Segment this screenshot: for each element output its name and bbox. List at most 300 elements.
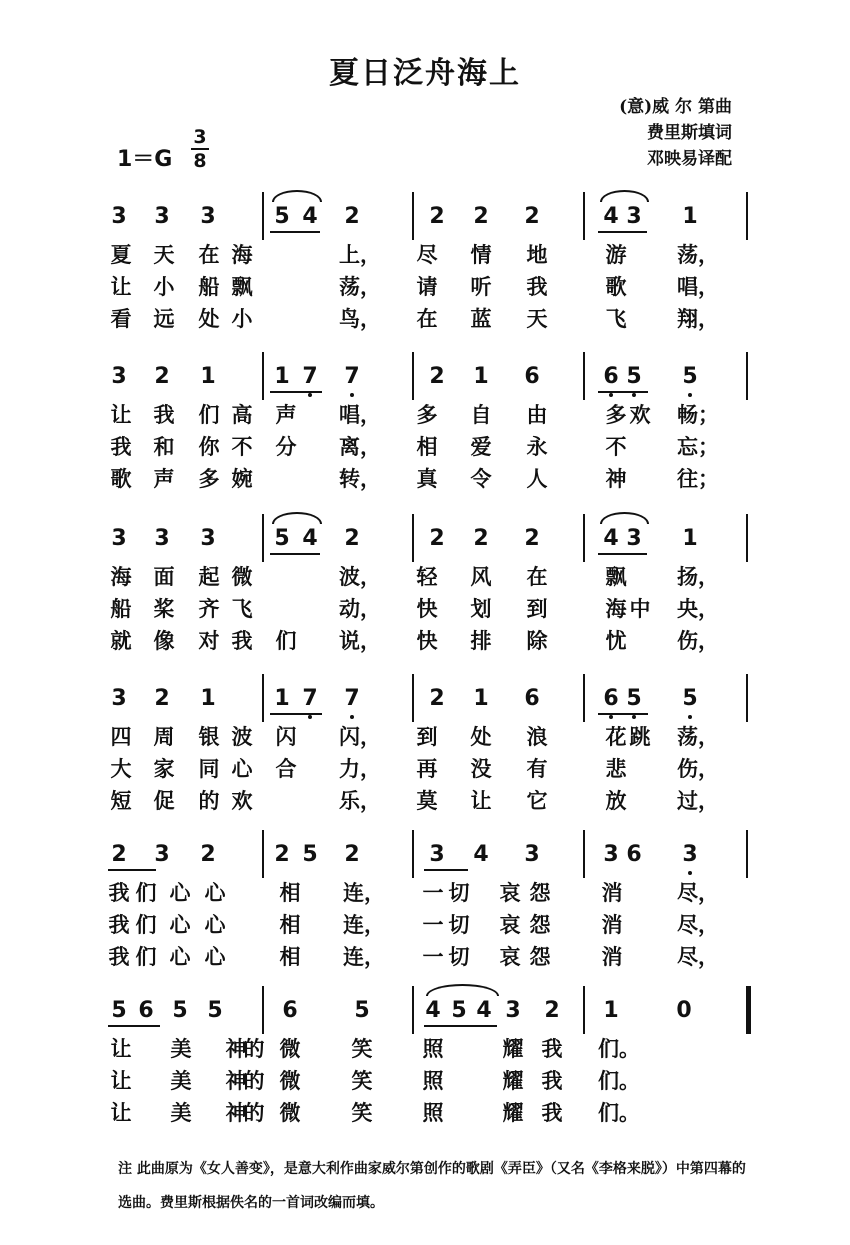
lyric-char: 神 [605,466,627,491]
lyric-char: 像 [153,628,175,653]
lyric-char: 你 [198,434,220,459]
lyric-char: 让 [110,1100,132,1125]
note-digit: 4 [302,526,318,551]
note-digit: 2 [473,526,489,551]
lyric-char: 耀 [502,1036,524,1061]
lyric-char: 们。 [598,1100,640,1125]
beam-line [598,553,647,555]
note [601,204,621,230]
lyric-char: 处 [198,306,220,331]
note-digit: 1 [682,526,698,551]
lyric-char: 同 [198,756,220,781]
lyric-char: 声 [275,402,297,427]
lyric-char: 们。 [598,1036,640,1061]
lyric-char: 心 [169,912,191,937]
lyric-char: 看 [110,306,132,331]
lyric-char: 一 [422,944,444,969]
lyric-char: 快 [416,628,438,653]
lyric-char: 伤， [677,756,719,781]
lyric-char: 尽， [677,912,719,937]
lyric-char: 我 [541,1068,563,1093]
lyric-char: 跳 [629,724,651,749]
barline [412,514,414,562]
note [522,526,542,552]
lyric-char: 合 [275,756,297,781]
note [427,526,447,552]
note [109,686,129,712]
barline [583,986,585,1034]
note-digit: 1 [274,686,290,711]
barline [746,986,751,1034]
lyric-char: 悲 [605,756,627,781]
note-digit: 2 [429,526,445,551]
note-digit: 5 [682,686,698,711]
lyric-char: 切 [448,912,470,937]
lyric-char: 笑 [351,1100,373,1125]
lyric-char: 高 [231,402,253,427]
barline [412,352,414,400]
note-digit: 3 [682,842,698,867]
lyric-char: 消 [601,912,623,937]
note [272,842,292,868]
lyric-char: 的 [243,1100,265,1125]
lyric-char: 多 [605,402,627,427]
note [109,526,129,552]
lyric-char: 中 [629,596,651,621]
lyric-char: 照 [422,1068,444,1093]
lyric-char: 风 [470,564,492,589]
lyric-char: 唱， [677,274,719,299]
barline [412,830,414,878]
lyric-char: 伤， [677,628,719,653]
lyric-char: 荡， [677,724,719,749]
note-digit: 4 [302,204,318,229]
note-digit: 3 [154,842,170,867]
slur-mark [600,190,649,202]
note-digit: 4 [476,998,492,1023]
lyric-char: 夏 [110,242,132,267]
note [680,364,700,390]
lyric-char: 起 [198,564,220,589]
octave-dot [688,393,692,397]
translator-credit: 邓映易译配 [647,149,732,169]
lyric-char: 笑 [351,1036,373,1061]
note [601,998,621,1024]
lyric-char: 蓝 [470,306,492,331]
barline [262,830,264,878]
note [170,998,190,1024]
note [342,364,362,390]
lyric-char: 欢 [629,402,651,427]
lyric-char: 我 [231,628,253,653]
lyric-char: 们 [135,912,157,937]
lyric-char: 没 [470,756,492,781]
lyric-char: 神 [225,1068,247,1093]
lyric-char: 永 [526,434,548,459]
note-digit: 2 [344,842,360,867]
lyric-char: 它 [526,788,548,813]
note [522,842,542,868]
lyric-char: 心 [204,912,226,937]
lyric-char: 歌 [110,466,132,491]
lyric-char: 天 [526,306,548,331]
lyric-char: 小 [153,274,175,299]
note [109,204,129,230]
lyric-char: 耀 [502,1068,524,1093]
note [109,842,129,868]
lyric-char: 心 [231,756,253,781]
lyric-char: 忘； [677,434,719,459]
lyric-char: 连， [343,912,385,937]
note-digit: 2 [274,842,290,867]
barline [262,986,264,1034]
note [624,204,644,230]
note [198,526,218,552]
lyric-char: 远 [153,306,175,331]
note [198,842,218,868]
beam-line [424,1025,497,1027]
lyric-char: 声 [153,466,175,491]
system-4 [0,682,850,842]
lyric-char: 说， [339,628,381,653]
lyric-char: 切 [448,880,470,905]
note [471,204,491,230]
barline [262,352,264,400]
lyric-char: 哀 [499,912,521,937]
lyric-char: 们 [135,880,157,905]
lyric-char: 闪 [275,724,297,749]
lyric-char: 到 [416,724,438,749]
lyric-char: 的 [243,1036,265,1061]
note-digit: 6 [524,686,540,711]
note [272,204,292,230]
note-digit: 3 [603,842,619,867]
barline [583,352,585,400]
note-digit: 4 [425,998,441,1023]
lyric-char: 鸟， [339,306,381,331]
lyric-char: 哀 [499,880,521,905]
lyric-char: 上， [339,242,381,267]
lyric-char: 船 [198,274,220,299]
note [674,998,694,1024]
note [300,526,320,552]
note [624,842,644,868]
system-5 [0,838,850,998]
beam-line [598,713,648,715]
note [109,364,129,390]
note [471,686,491,712]
lyric-char: 不 [605,434,627,459]
lyric-char: 尽， [677,944,719,969]
beam-line [108,869,156,871]
lyric-char: 们 [198,402,220,427]
note [601,842,621,868]
note [624,526,644,552]
note-digit: 5 [682,364,698,389]
lyric-char: 天 [153,242,175,267]
lyric-char: 过， [677,788,719,813]
lyric-char: 轻 [416,564,438,589]
lyric-char: 在 [416,306,438,331]
note [601,686,621,712]
octave-dot [688,871,692,875]
note-digit: 2 [344,526,360,551]
lyric-char: 让 [110,402,132,427]
beam-line [270,553,320,555]
note [300,686,320,712]
note-digit: 2 [429,686,445,711]
note-digit: 6 [626,842,642,867]
lyric-char: 微 [231,564,253,589]
lyric-char: 往； [677,466,719,491]
note-digit: 2 [154,686,170,711]
system-6 [0,994,850,1154]
lyric-char: 美 [170,1036,192,1061]
note [601,526,621,552]
lyric-char: 美 [170,1100,192,1125]
lyric-char: 心 [204,944,226,969]
barline [262,514,264,562]
lyric-char: 动， [339,596,381,621]
barline [746,830,748,878]
lyric-char: 歌 [605,274,627,299]
lyric-char: 面 [153,564,175,589]
lyric-char: 欢 [231,788,253,813]
octave-dot [609,715,613,719]
lyric-char: 我 [108,944,130,969]
lyric-char: 闪， [339,724,381,749]
lyric-char: 地 [526,242,548,267]
note [136,998,156,1024]
octave-dot [350,715,354,719]
lyric-char: 大 [110,756,132,781]
note [680,686,700,712]
note-digit: 2 [429,364,445,389]
octave-dot [632,715,636,719]
time-signature [189,126,211,172]
lyric-char: 神 [225,1100,247,1125]
lyric-char: 心 [204,880,226,905]
note-digit: 5 [626,686,642,711]
lyric-char: 神 [225,1036,247,1061]
lyric-char: 除 [526,628,548,653]
lyric-char: 就 [110,628,132,653]
lyric-char: 心 [169,880,191,905]
note-digit: 3 [505,998,521,1023]
beam-line [270,391,322,393]
note [542,998,562,1024]
lyric-char: 畅； [677,402,719,427]
system-3 [0,522,850,682]
note-digit: 3 [111,686,127,711]
lyric-char: 快 [416,596,438,621]
time-signature-bottom: 8 [193,150,207,172]
note-digit: 5 [451,998,467,1023]
lyric-char: 排 [470,628,492,653]
beam-line [424,869,468,871]
lyric-char: 促 [153,788,175,813]
note [471,526,491,552]
lyric-char: 在 [198,242,220,267]
note [427,686,447,712]
lyric-char: 自 [470,402,492,427]
barline [412,986,414,1034]
lyric-char: 小 [231,306,253,331]
lyric-char: 爱 [470,434,492,459]
note [449,998,469,1024]
barline [412,192,414,240]
beam-line [598,391,648,393]
note-digit: 2 [544,998,560,1023]
note [471,842,491,868]
song-title: 夏日泛舟海上 [329,56,521,91]
lyric-char: 微 [279,1100,301,1125]
note [680,842,700,868]
note [352,998,372,1024]
note-digit: 7 [344,686,360,711]
note [342,204,362,230]
note [198,204,218,230]
note [522,204,542,230]
note-digit: 1 [200,364,216,389]
note-digit: 2 [111,842,127,867]
note-digit: 2 [429,204,445,229]
barline [746,192,748,240]
note-digit: 5 [207,998,223,1023]
beam-line [108,1025,160,1027]
lyric-char: 照 [422,1036,444,1061]
note-digit: 5 [274,526,290,551]
note-digit: 1 [473,686,489,711]
lyric-char: 转， [339,466,381,491]
note [342,686,362,712]
lyric-char: 微 [279,1036,301,1061]
system-1 [0,200,850,360]
lyric-char: 划 [470,596,492,621]
lyric-char: 齐 [198,596,220,621]
note [198,364,218,390]
lyric-char: 家 [153,756,175,781]
lyric-char: 消 [601,944,623,969]
note [272,364,292,390]
barline [746,514,748,562]
note-digit: 3 [626,526,642,551]
note-digit: 5 [302,842,318,867]
note-digit: 6 [603,686,619,711]
note [300,204,320,230]
note-digit: 3 [111,526,127,551]
lyric-char: 我 [541,1036,563,1061]
note-digit: 6 [603,364,619,389]
note-digit: 5 [626,364,642,389]
note [109,998,129,1024]
note [427,364,447,390]
lyric-char: 荡， [677,242,719,267]
note [680,526,700,552]
lyric-char: 消 [601,880,623,905]
note-digit: 1 [682,204,698,229]
note-digit: 7 [302,686,318,711]
lyric-char: 有 [526,756,548,781]
note-digit: 4 [603,204,619,229]
note-digit: 2 [154,364,170,389]
lyric-char: 银 [198,724,220,749]
lyric-char: 周 [153,724,175,749]
lyric-char: 我 [153,402,175,427]
lyric-char: 一 [422,880,444,905]
lyric-char: 飘 [605,564,627,589]
lyric-char: 们 [275,628,297,653]
lyric-char: 唱， [339,402,381,427]
barline [583,830,585,878]
note [205,998,225,1024]
lyric-char: 连， [343,880,385,905]
note [601,364,621,390]
lyric-char: 我 [110,434,132,459]
lyric-char: 耀 [502,1100,524,1125]
note [152,842,172,868]
system-2 [0,360,850,520]
lyric-char: 的 [198,788,220,813]
note-digit: 6 [282,998,298,1023]
lyric-char: 美 [170,1068,192,1093]
note-digit: 3 [111,204,127,229]
lyric-char: 花 [605,724,627,749]
lyric-char: 海 [605,596,627,621]
note-digit: 2 [344,204,360,229]
lyric-char: 浪 [526,724,548,749]
lyric-char: 飞 [605,306,627,331]
barline [583,192,585,240]
lyric-char: 海 [231,242,253,267]
lyric-char: 不 [231,434,253,459]
lyric-char: 我 [526,274,548,299]
lyric-char: 人 [526,466,548,491]
note-digit: 7 [344,364,360,389]
lyric-char: 波， [339,564,381,589]
lyric-char: 分 [275,434,297,459]
lyric-char: 短 [110,788,132,813]
lyric-char: 乐， [339,788,381,813]
note [624,686,644,712]
lyric-char: 笑 [351,1068,373,1093]
note-digit: 5 [274,204,290,229]
note-digit: 7 [302,364,318,389]
key-signature: 1＝G [117,147,173,172]
lyric-char: 尽， [677,880,719,905]
note [423,998,443,1024]
lyric-char: 尽 [416,242,438,267]
note [474,998,494,1024]
lyric-char: 真 [416,466,438,491]
note [152,686,172,712]
note [152,526,172,552]
time-signature-top: 3 [193,126,207,148]
note-digit: 5 [172,998,188,1023]
note-digit: 5 [111,998,127,1023]
note-digit: 2 [200,842,216,867]
note [471,364,491,390]
lyric-char: 央， [677,596,719,621]
lyric-char: 多 [198,466,220,491]
lyric-char: 处 [470,724,492,749]
note [503,998,523,1024]
note-digit: 3 [111,364,127,389]
note [680,204,700,230]
note [522,364,542,390]
composer-credit: (意)威 尔 第曲 [619,97,732,117]
lyric-char: 波 [231,724,253,749]
